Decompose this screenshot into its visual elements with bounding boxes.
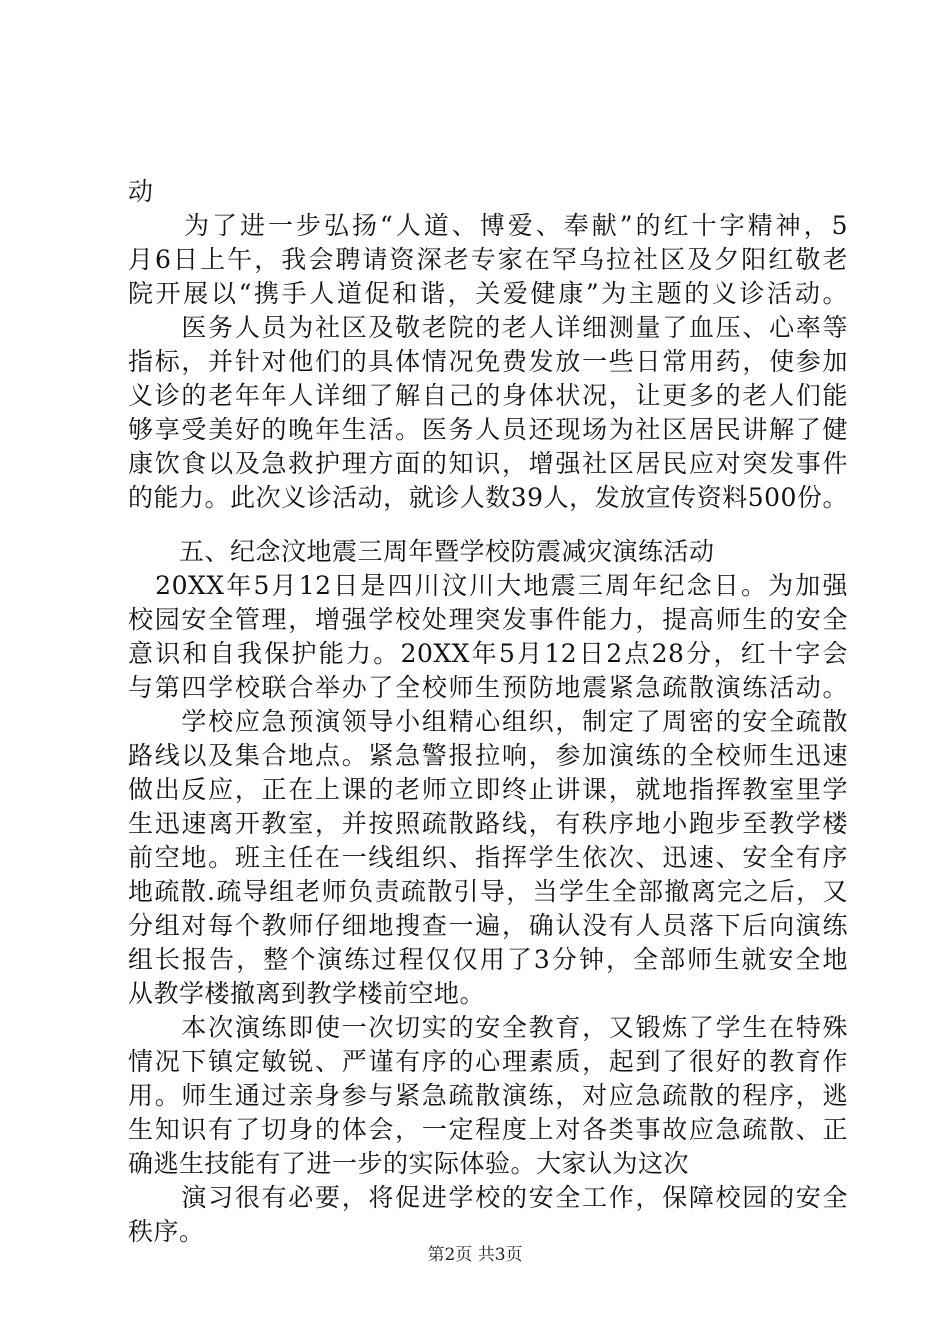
text-line: 康饮食以及急救护理方面的知识，增强社区居民应对突发事件 bbox=[128, 449, 848, 478]
text-line: 生迅速离开教室，并按照疏散路线，有秩序地小跑步至教学楼 bbox=[128, 809, 848, 838]
text-line: 动 bbox=[128, 177, 154, 206]
text-line: 指标，并针对他们的具体情况免费发放一些日常用药，使参加 bbox=[128, 347, 848, 376]
text-line: 的能力。此次义诊活动，就诊人数39人，发放宣传资料500份。 bbox=[128, 483, 848, 512]
text-line: 用。师生通过亲身参与紧急疏散演练，对应急疏散的程序，逃 bbox=[128, 1081, 848, 1110]
text-line: 情况下镇定敏锐、严谨有序的心理素质，起到了很好的教育作 bbox=[128, 1047, 848, 1076]
text-line: 够享受美好的晚年生活。医务人员还现场为社区居民讲解了健 bbox=[128, 415, 848, 444]
text-line: 路线以及集合地点。紧急警报拉响，参加演练的全校师生迅速 bbox=[128, 741, 848, 770]
text-line: 地疏散.疏导组老师负责疏散引导，当学生全部撤离完之后，又 bbox=[128, 877, 848, 906]
text-line: 为了进一步弘扬“人道、博爱、奉献”的红十字精神，5 bbox=[128, 211, 848, 240]
text-line: 意识和自我保护能力。20XX年5月12日2点28分，红十字会 bbox=[128, 639, 848, 668]
text-line: 生知识有了切身的体会，一定程度上对各类事故应急疏散、正 bbox=[128, 1115, 848, 1144]
text-line: 20XX年5月12日是四川汶川大地震三周年纪念日。为加强 bbox=[128, 571, 848, 600]
text-line: 做出反应，正在上课的老师立即终止讲课，就地指挥教室里学 bbox=[128, 775, 848, 804]
text-line: 组长报告，整个演练过程仅仅用了3分钟，全部师生就安全地 bbox=[128, 945, 848, 974]
text-line: 学校应急预演领导小组精心组织，制定了周密的安全疏散 bbox=[128, 707, 848, 736]
text-line: 义诊的老年年人详细了解自己的身体状况，让更多的老人们能 bbox=[128, 381, 848, 410]
text-line: 医务人员为社区及敬老院的老人详细测量了血压、心率等 bbox=[128, 313, 848, 342]
text-line: 分组对每个教师仔细地搜查一遍，确认没有人员落下后向演练 bbox=[128, 911, 848, 940]
text-line: 与第四学校联合举办了全校师生预防地震紧急疏散演练活动。 bbox=[128, 673, 848, 702]
text-line: 演习很有必要，将促进学校的安全工作，保障校园的安全 bbox=[128, 1183, 848, 1212]
page-number-footer: 第2页 共3页 bbox=[427, 1245, 523, 1265]
text-line: 院开展以“携手人道促和谐，关爱健康”为主题的义诊活动。 bbox=[128, 279, 848, 308]
text-line: 本次演练即使一次切实的安全教育，又锻炼了学生在特殊 bbox=[128, 1013, 848, 1042]
text-line: 月6日上午，我会聘请资深老专家在罕乌拉社区及夕阳红敬老 bbox=[128, 245, 848, 274]
text-line: 校园安全管理，增强学校处理突发事件能力，提高师生的安全 bbox=[128, 605, 848, 634]
text-line: 从教学楼撤离到教学楼前空地。 bbox=[128, 979, 486, 1008]
section-heading: 五、纪念汶地震三周年暨学校防震减灾演练活动 bbox=[128, 537, 715, 566]
text-line: 前空地。班主任在一线组织、指挥学生依次、迅速、安全有序 bbox=[128, 843, 848, 872]
text-line: 确逃生技能有了进一步的实际体验。大家认为这次 bbox=[128, 1149, 690, 1178]
text-line: 秩序。 bbox=[128, 1217, 205, 1246]
